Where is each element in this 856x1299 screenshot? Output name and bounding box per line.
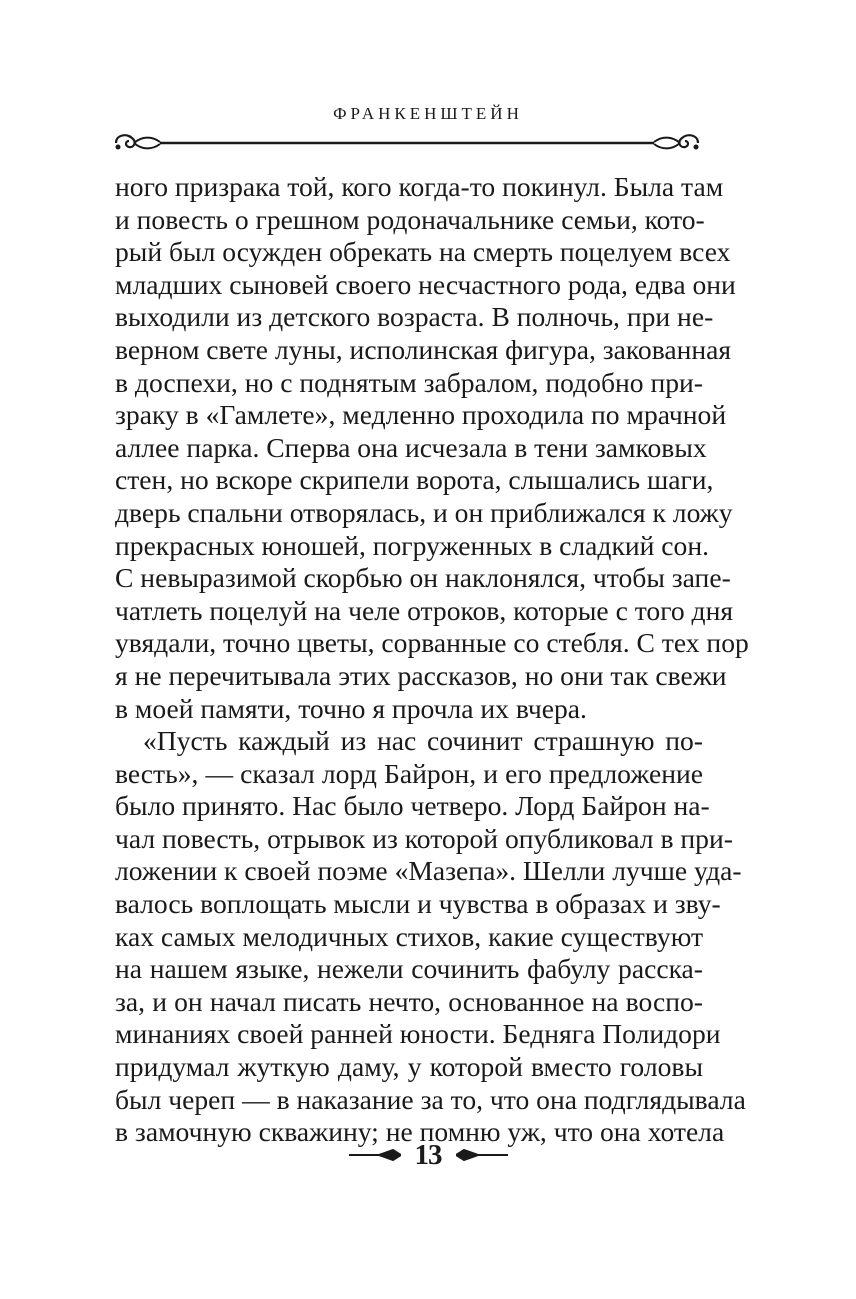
text-line: в доспехи, но с поднятым забралом, подобно при- bbox=[115, 366, 703, 398]
text-line: в моей памяти, точно я прочла их вчера. bbox=[115, 692, 587, 724]
text-line: выходили из детского возраста. В полночь, при не- bbox=[115, 301, 714, 333]
folio-left-ornament bbox=[349, 1149, 401, 1161]
text-line: придумал жуткую даму, у которой вместо головы bbox=[115, 1051, 703, 1083]
text-line: ках самых мелодичных стихов, какие существуют bbox=[115, 920, 703, 952]
text-line: «Пусть каждый из нас сочинит страшную по- bbox=[143, 725, 703, 757]
text-line: я не перечитывала этих рассказов, но они так свежи bbox=[115, 659, 727, 691]
text-line: зраку в «Гамлете», медленно проходила по мрачной bbox=[115, 399, 727, 431]
text-line: дверь спальни отворялась, и он приближался к ложу bbox=[115, 496, 733, 528]
text-line: аллее парка. Сперва она исчезала в тени замковых bbox=[115, 431, 707, 463]
page-number: 13 bbox=[414, 1138, 442, 1171]
text-line: верном свете луны, исполинская фигура, закованная bbox=[115, 333, 732, 365]
text-line: был череп — в наказание за то, что она подглядывала bbox=[115, 1083, 746, 1115]
text-line: ложении к своей поэме «Мазепа». Шелли лучше уда- bbox=[115, 855, 742, 887]
text-line: рый был осужден обрекать на смерть поцелуем всех bbox=[115, 236, 731, 268]
text-line: ного призрака той, кого когда-то покинул. Была там bbox=[115, 171, 724, 202]
text-line: прекрасных юношей, погруженных в сладкий сон. bbox=[115, 529, 709, 561]
page-folio bbox=[0, 1138, 856, 1172]
text-line: в замочную скважину; не помню уж, что она хотела bbox=[115, 1116, 725, 1148]
body-text bbox=[115, 171, 749, 1149]
text-line: было принято. Нас было четверо. Лорд Байрон на- bbox=[115, 790, 710, 822]
text-line: чал повесть, отрывок из которой опубликовал в при- bbox=[115, 822, 733, 854]
text-line: увядали, точно цветы, сорванные со стебля. С тех пор bbox=[115, 627, 749, 659]
text-line: минаниях своей ранней юности. Бедняга Полидори bbox=[115, 1018, 721, 1050]
text-line: и повесть о грешном родоначальнике семьи, кото- bbox=[115, 203, 705, 235]
running-header: ФРАНКЕНШТЕЙН bbox=[333, 104, 523, 123]
folio-right-ornament bbox=[456, 1149, 508, 1161]
text-line: младших сыновей своего несчастного рода, едва они bbox=[115, 268, 736, 300]
text-line: на нашем языке, нежели сочинить фабулу расска- bbox=[115, 953, 703, 985]
text-line: валось воплощать мысли и чувства в образах и зву- bbox=[115, 888, 721, 920]
text-line: чатлеть поцелуй на челе отроков, которые с того дня bbox=[115, 594, 734, 626]
text-line: за, и он начал писать нечто, основанное на воспо- bbox=[115, 985, 703, 1017]
text-line: весть», — сказал лорд Байрон, и его предложение bbox=[115, 757, 703, 789]
text-line: стен, но вскоре скрипели ворота, слышались шаги, bbox=[115, 464, 714, 496]
text-line: С невыразимой скорбью он наклонялся, чтобы запе- bbox=[115, 562, 731, 594]
header-ornament-rule bbox=[112, 128, 702, 158]
